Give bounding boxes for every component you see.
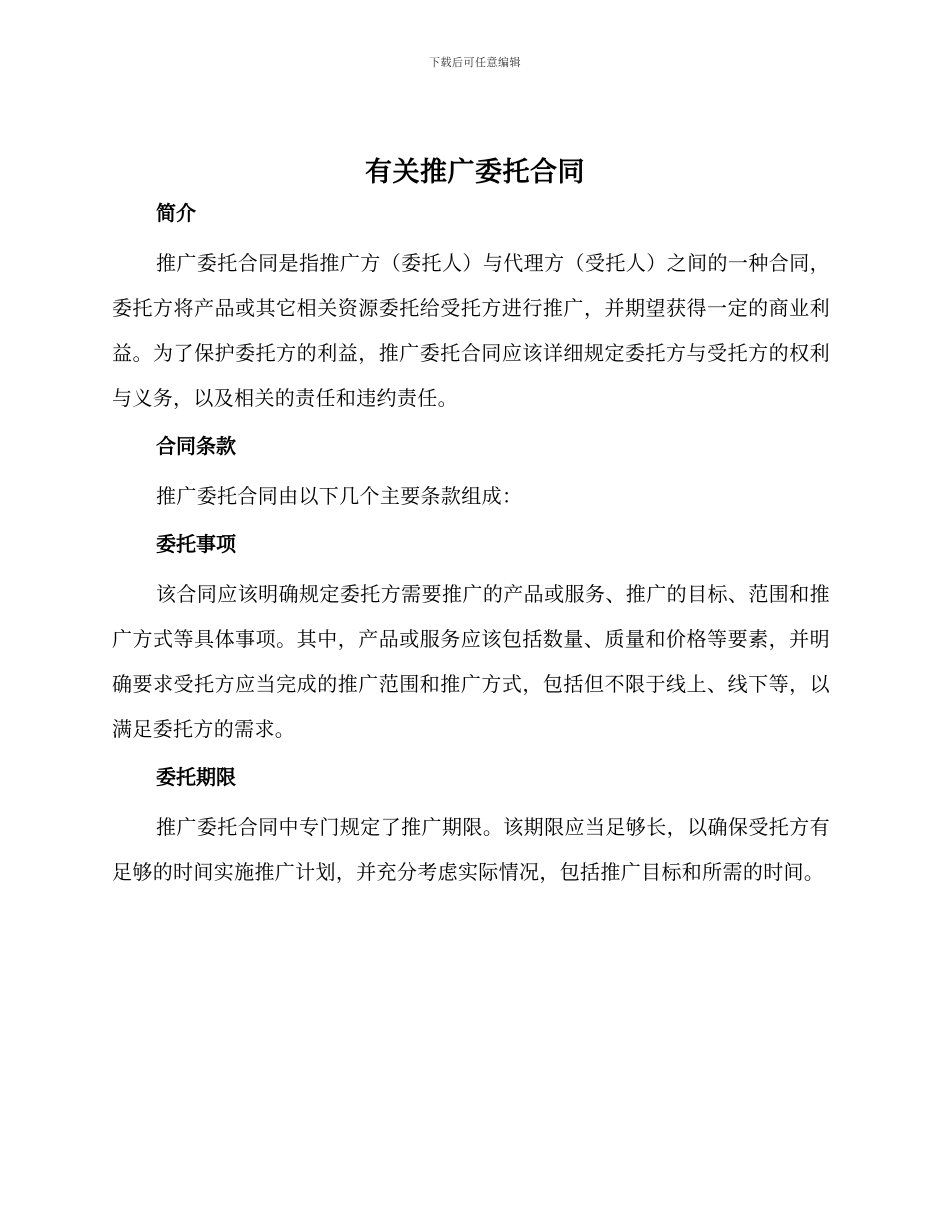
section-paragraph: 推广委托合同是指推广方（委托人）与代理方（受托人）之间的一种合同，委托方将产品或其它相关资源委托给受托方进行推广，并期望获得一定的商业利益。为了保护委托方的利益，推广委托合同应该详细规定委托方与受托方的权利与义务，以及相关的责任和违约责任。	[112, 251, 830, 410]
document-body	[112, 193, 830, 895]
section-heading: 委托事项	[156, 532, 236, 556]
section-heading: 简介	[156, 201, 196, 225]
section-heading: 合同条款	[156, 434, 236, 458]
document-title: 有关推广委托合同	[365, 157, 585, 188]
section-heading: 委托期限	[156, 765, 236, 789]
section-entrusted-matters	[112, 524, 830, 757]
section-entrustment-term	[112, 757, 830, 895]
section-intro	[112, 193, 830, 426]
header-note: 下载后可任意编辑	[429, 56, 521, 69]
section-paragraph: 推广委托合同中专门规定了推广期限。该期限应当足够长，以确保受托方有足够的时间实施推广计划，并充分考虑实际情况，包括推广目标和所需的时间。	[112, 815, 830, 884]
section-paragraph: 该合同应该明确规定委托方需要推广的产品或服务、推广的目标、范围和推广方式等具体事项。其中，产品或服务应该包括数量、质量和价格等要素，并明确要求受托方应当完成的推广范围和推广方式，包括但不限于线上、线下等，以满足委托方的需求。	[112, 582, 830, 741]
section-paragraph: 推广委托合同由以下几个主要条款组成：	[156, 484, 523, 508]
section-contract-terms	[112, 426, 830, 524]
